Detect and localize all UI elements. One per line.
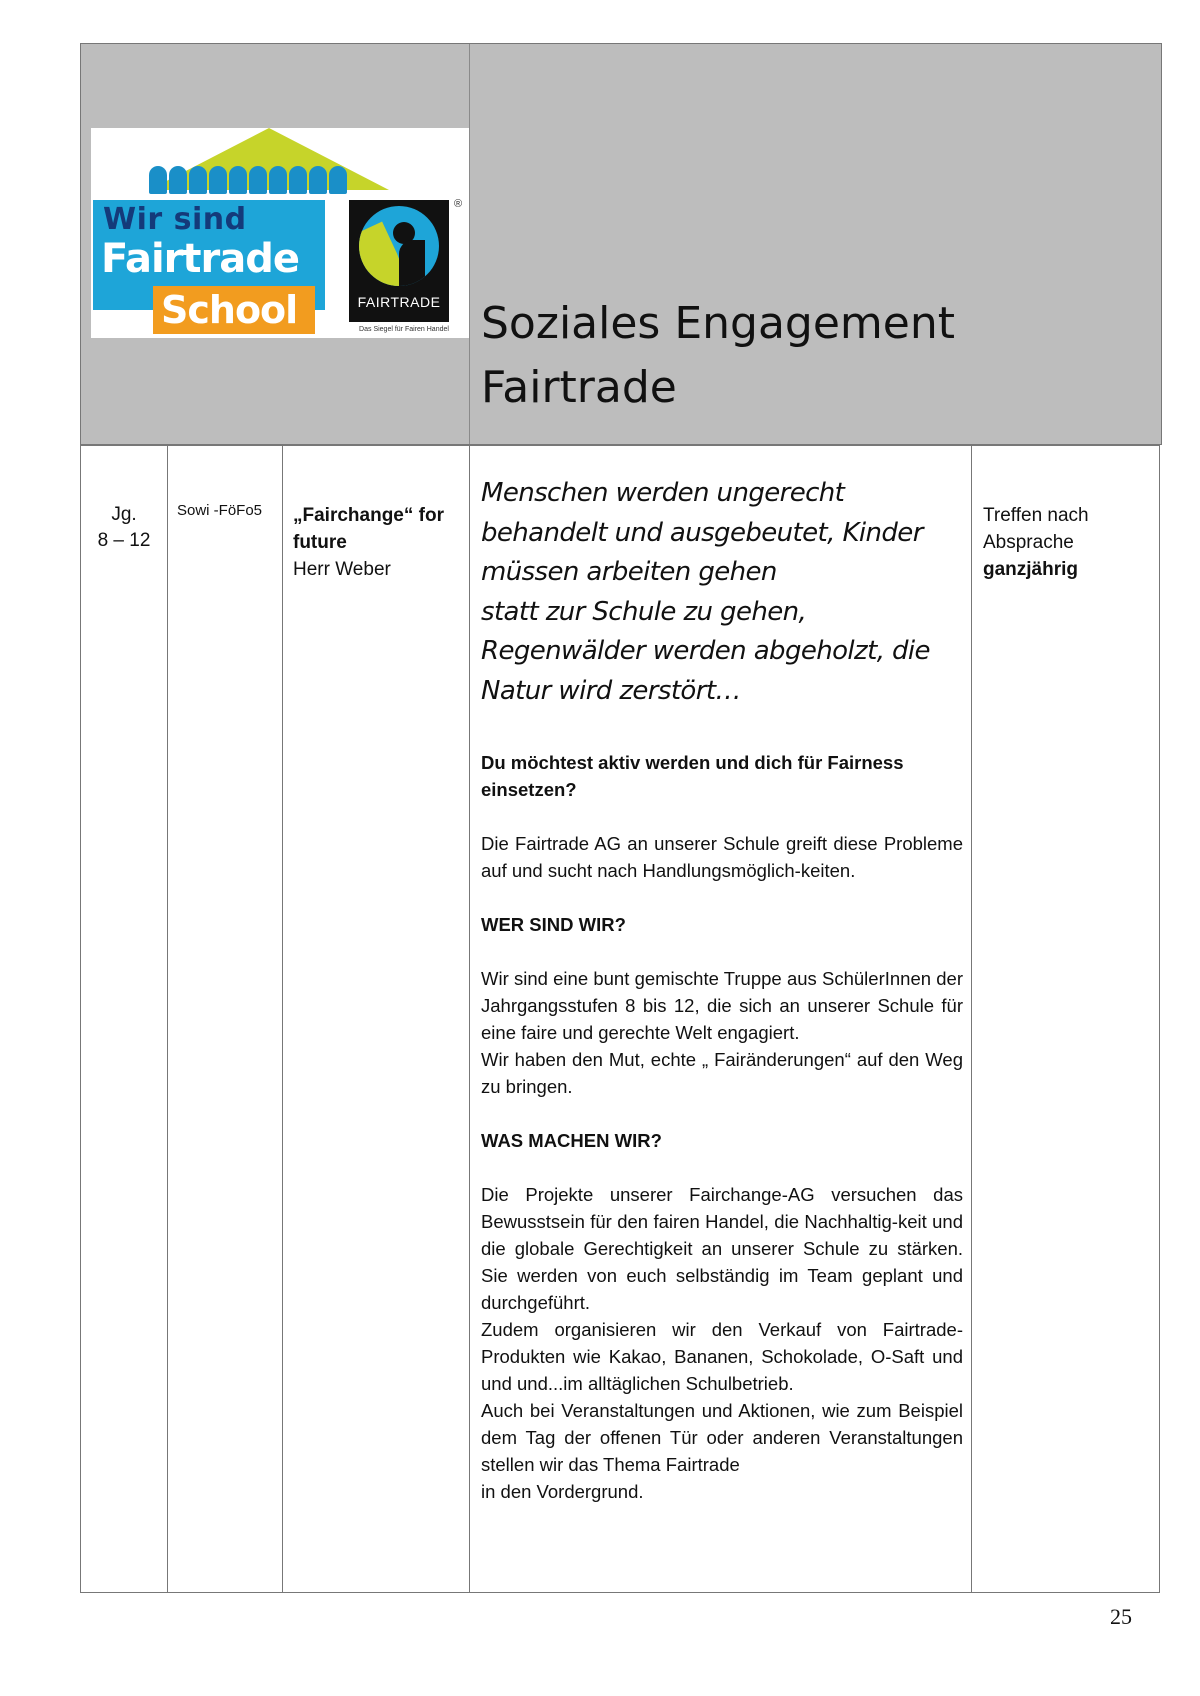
lead-line: Natur wird zerstört… bbox=[481, 675, 741, 706]
grade-label: Jg. bbox=[111, 504, 137, 525]
registered-icon: ® bbox=[454, 198, 463, 210]
lead-line: behandelt und ausgebeutet, Kinder bbox=[481, 517, 923, 548]
page-title-line1: Soziales Engagement bbox=[481, 298, 955, 349]
what-paragraph-3: Auch bei Veranstaltungen und Aktionen, wie zum Beispiel dem Tag der offenen Tür oder anderen Veranstaltungen stellen wir das Thema Fairtrade bbox=[481, 1400, 963, 1475]
lead-line: müssen arbeiten gehen bbox=[481, 557, 777, 587]
what-paragraph-2: Zudem organisieren wir den Verkauf von Fairtrade-Produkten wie Kakao, Bananen, Schokolade, O-Saft und und und...im alltäglichen Schulbetrieb. bbox=[481, 1319, 963, 1394]
meeting-line1: Treffen nach bbox=[983, 505, 1089, 526]
grade-cell bbox=[81, 502, 167, 554]
header-divider bbox=[469, 44, 470, 444]
lead-line: Regenwälder werden abgeholzt, die bbox=[481, 636, 930, 666]
fairtrade-school-logo bbox=[91, 128, 469, 338]
logo-crowd-icon bbox=[149, 158, 389, 198]
meeting-cell bbox=[983, 502, 1153, 583]
ag-title-line1: „Fairchange“ for bbox=[293, 505, 444, 526]
what-heading: WAS MACHEN WIR? bbox=[481, 1130, 662, 1151]
what-paragraph-3-end: in den Vordergrund. bbox=[481, 1481, 644, 1502]
who-paragraph-1: Wir sind eine bunt gemischte Truppe aus SchülerInnen der Jahrgangsstufen 8 bis 12, die sich an unserer Schule für eine faire und gerechte Welt engagiert. bbox=[481, 968, 963, 1043]
who-heading: WER SIND WIR? bbox=[481, 914, 626, 935]
page-title bbox=[481, 292, 955, 420]
grade-range: 8 – 12 bbox=[97, 530, 151, 551]
logo-fairtrade-text: Fairtrade bbox=[101, 236, 300, 282]
who-paragraph-2: Wir haben den Mut, echte „ Fairänderungen“ auf den Weg zu bringen. bbox=[481, 1049, 963, 1097]
description-cell bbox=[481, 474, 963, 1505]
lead-line: statt zur Schule zu gehen, bbox=[481, 596, 807, 627]
fairtrade-mark-icon bbox=[359, 206, 439, 286]
column-divider bbox=[971, 446, 972, 1592]
course-code: Sowi -FöFo5 bbox=[177, 502, 263, 519]
what-paragraph-1: Die Projekte unserer Fairchange-AG versuchen das Bewusstsein für den fairen Handel, die Nachhaltig-keit und die globale Gerechtigkeit an unserer Schule zu stärken. Sie werden von euch selbständig im Team geplant und durchgeführt. bbox=[481, 1184, 963, 1313]
ag-name-cell bbox=[293, 502, 463, 583]
lead-text bbox=[481, 474, 963, 711]
intro-paragraph: Die Fairtrade AG an unserer Schule greift diese Probleme auf und sucht nach Handlungsmöglich-keiten. bbox=[481, 833, 963, 881]
header-section bbox=[80, 43, 1162, 445]
meeting-line2: Absprache bbox=[983, 532, 1074, 553]
column-divider bbox=[469, 446, 470, 1592]
ag-title-line2: future bbox=[293, 532, 347, 553]
fairtrade-siegel-text: Das Siegel für Fairen Handel bbox=[359, 326, 449, 333]
page-number: 25 bbox=[1110, 1604, 1132, 1629]
page-title-line2: Fairtrade bbox=[481, 362, 677, 413]
logo-school-text: School bbox=[161, 288, 298, 332]
column-divider bbox=[167, 446, 168, 1592]
fairtrade-mark-label: FAIRTRADE bbox=[357, 294, 441, 310]
lead-line: Menschen werden ungerecht bbox=[481, 478, 845, 508]
ag-table bbox=[80, 445, 1160, 1593]
question-text: Du möchtest aktiv werden und dich für Fairness einsetzen? bbox=[481, 752, 904, 800]
column-divider bbox=[282, 446, 283, 1592]
logo-wir-sind: Wir sind bbox=[103, 202, 247, 237]
meeting-frequency: ganzjährig bbox=[983, 559, 1079, 580]
teacher-name: Herr Weber bbox=[293, 559, 391, 580]
